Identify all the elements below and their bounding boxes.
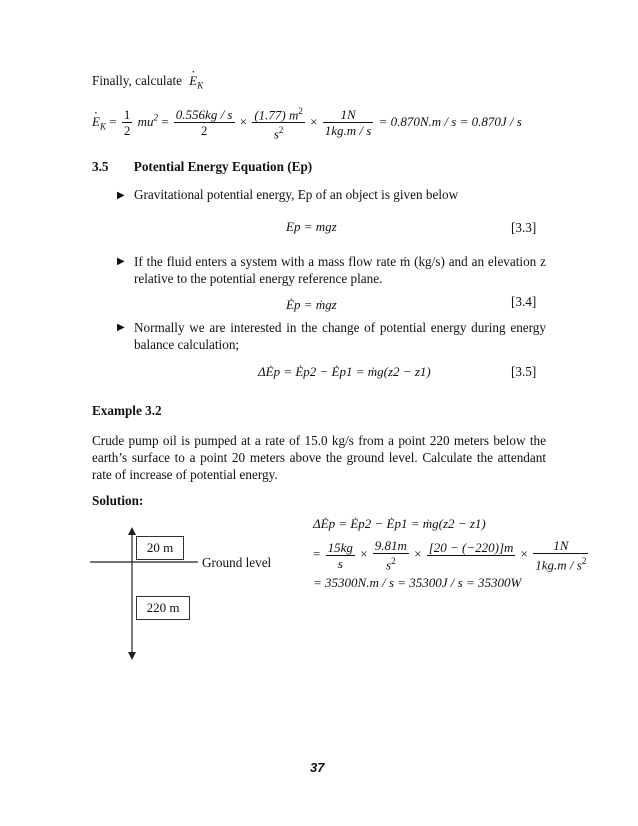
arrow-up-icon <box>128 527 136 535</box>
fraction-half: $\frac{1}{2}$ <box>123 107 131 139</box>
solution-line-2: = $\frac{15kg}{s}$ × $\frac{9.81m}{s^2}$ × [20 − (−220)]m × $\frac{1N}{1kg.m / s^2}$ <box>313 538 587 573</box>
fraction-height: [20 − (−220)]m <box>428 539 514 555</box>
upper-height-box: 20 m <box>136 536 184 560</box>
bullet-arrow-icon: ▶ <box>117 256 125 267</box>
solution-label: Solution: <box>92 493 144 508</box>
example-problem: Crude pump oil is pumped at a rate of 15.0 kg/s from a point 220 meters below the earth’s surface to a point 20 meters above the ground level. Calculate the attendant rate of increase of potential energy. <box>92 433 546 482</box>
elevation-diagram <box>88 525 288 665</box>
ek-result: = 0.870N.m / s = 0.870J / s <box>378 113 522 129</box>
section-title: Potential Energy Equation (Ep) <box>133 159 313 174</box>
kinetic-energy-equation: · $E_K$ = $\frac{1}{2}$ $mu^2$ = $\frac{0.556kg / s}{2}$ × $\frac{(1.77) m^2}{s^2}$ × $\frac{1N}{1kg.m / s}$ = 0.870N.m / s = 0.870J / s <box>92 104 522 142</box>
equation-ref-3-5: [3.5] <box>511 364 537 379</box>
bullet-1-text: Gravitational potential energy, Ep of an object is given below <box>134 187 459 202</box>
bullet-2-text: If the fluid enters a system with a mass flow rate ṁ (kg/s) and an elevation z relative to the potential energy reference plane. <box>134 254 546 286</box>
fraction-unit: $\frac{1N}{1kg.m / s}$ <box>324 107 372 139</box>
equation-3-3: Ep = mgz <box>286 219 337 234</box>
solution-line-3: = 35300N.m / s = 35300J / s = 35300W <box>313 575 522 590</box>
ek-symbol: · $E_K$ <box>189 73 203 88</box>
bullet-arrow-icon: ▶ <box>117 322 125 333</box>
page-number: 37 <box>310 760 325 775</box>
equation-ref-3-3: [3.3] <box>511 220 537 235</box>
equation-3-4: Ėp = ṁgz <box>286 297 337 312</box>
bullet-3-text: Normally we are interested in the change of potential energy during energy balance calculation; <box>134 320 546 352</box>
example-title: Example 3.2 <box>92 403 162 418</box>
equation-ref-3-4: [3.4] <box>511 294 537 309</box>
ground-level-label: Ground level <box>202 555 272 570</box>
fraction-gravity: $\frac{9.81m}{s^2}$ <box>374 538 407 573</box>
fraction-flow-rate: $\frac{15kg}{s}$ <box>327 539 353 571</box>
intro-text: Finally, calculate <box>92 73 182 88</box>
intro-line <box>92 73 203 94</box>
mass-velocity-term: mu <box>137 113 154 129</box>
equation-3-5: ΔĖp = Ėp2 − Ėp1 = ṁg(z2 − z1) <box>258 364 431 379</box>
bullet-arrow-icon: ▶ <box>117 190 125 201</box>
section-heading <box>92 159 312 175</box>
arrow-down-icon <box>128 652 136 660</box>
section-number: 3.5 <box>92 159 109 174</box>
fraction-mass-flow: $\frac{0.556kg / s}{2}$ <box>175 107 233 139</box>
fraction-velocity: $\frac{(1.77) m^2}{s^2}$ <box>254 106 303 142</box>
fraction-newton: $\frac{1N}{1kg.m / s^2}$ <box>535 538 587 573</box>
lower-depth-box: 220 m <box>136 596 190 620</box>
solution-line-1: ΔĖp = Ėp2 − Ėp1 = ṁg(z2 − z1) <box>313 516 486 531</box>
